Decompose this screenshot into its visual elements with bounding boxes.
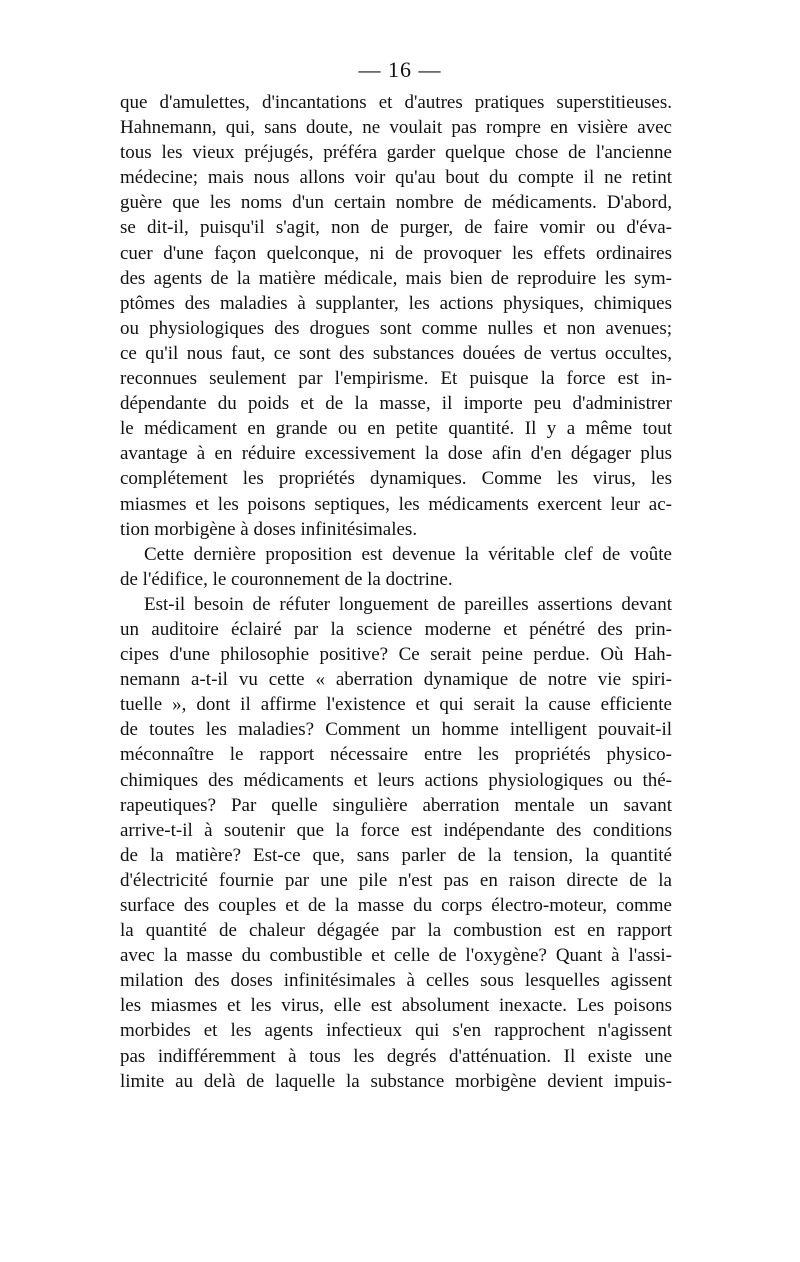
- page-number: — 16 —: [358, 57, 442, 82]
- text-line: de la matière? Est-ce que, sans parler de la tension, la quantité: [120, 844, 672, 866]
- text-line: ou physiologiques des drogues sont comme nulles et non avenues;: [120, 317, 672, 339]
- text-line: tion morbigène à doses infinitésimales.: [120, 518, 418, 540]
- text-line: tous les vieux préjugés, préféra garder quelque chose de l'ancienne: [120, 142, 672, 164]
- text-line: que d'amulettes, d'incantations et d'autres pratiques superstitieuses.: [120, 92, 672, 113]
- text-line: reconnues seulement par l'empirisme. Et puisque la force est in-: [120, 368, 672, 390]
- text-line: chimiques des médicaments et leurs actions physiologiques ou thé-: [120, 769, 672, 791]
- text-line: se dit-il, puisqu'il s'agit, non de purger, de faire vomir ou d'éva-: [120, 217, 672, 239]
- text-line: médecine; mais nous allons voir qu'au bout du compte il ne retint: [120, 167, 672, 189]
- text-line: les miasmes et les virus, elle est absolument inexacte. Les poisons: [120, 995, 672, 1017]
- text-line: Hahnemann, qui, sans doute, ne voulait pas rompre en visière avec: [120, 117, 672, 139]
- text-line: le médicament en grande ou en petite quantité. Il y a même tout: [120, 418, 672, 440]
- text-line: ptômes des maladies à supplanter, les actions physiques, chimiques: [120, 292, 672, 314]
- text-line: un auditoire éclairé par la science moderne et pénétré des prin-: [120, 618, 672, 640]
- text-line: de toutes les maladies? Comment un homme intelligent pouvait-il: [120, 719, 672, 741]
- text-line: ce qu'il nous faut, ce sont des substances douées de vertus occultes,: [120, 342, 672, 364]
- text-line: d'électricité fournie par une pile n'est pas en raison directe de la: [120, 869, 672, 891]
- text-line: morbides et les agents infectieux qui s'en rapprochent n'agissent: [120, 1020, 672, 1042]
- text-line: dépendante du poids et de la masse, il importe peu d'administrer: [120, 393, 672, 415]
- text-line: pas indifféremment à tous les degrés d'atténuation. Il existe une: [120, 1045, 672, 1067]
- text-line: miasmes et les poisons septiques, les médicaments exercent leur ac-: [120, 493, 672, 515]
- text-line: rapeutiques? Par quelle singulière aberration mentale un savant: [120, 794, 672, 816]
- text-line: guère que les noms d'un certain nombre de médicaments. D'abord,: [120, 192, 672, 214]
- text-line: complétement les propriétés dynamiques. Comme les virus, les: [120, 468, 672, 490]
- text-line: nemann a-t-il vu cette « aberration dynamique de notre vie spiri-: [120, 669, 672, 691]
- text-line: milation des doses infinitésimales à celles sous lesquelles agissent: [120, 970, 672, 992]
- text-line: Cette dernière proposition est devenue la véritable clef de voûte: [144, 543, 672, 565]
- text-line: de l'édifice, le couronnement de la doctrine.: [120, 568, 453, 590]
- text-line: arrive-t-il à soutenir que la force est indépendante des conditions: [120, 819, 672, 841]
- text-line: Est-il besoin de réfuter longuement de pareilles assertions devant: [144, 593, 672, 615]
- text-line: tuelle », dont il affirme l'existence et qui serait la cause efficiente: [120, 694, 672, 716]
- text-line: limite au delà de laquelle la substance morbigène devient impuis-: [120, 1070, 672, 1092]
- text-line: cuer d'une façon quelconque, ni de provoquer les effets ordinaires: [120, 242, 672, 264]
- text-line: avantage à en réduire excessivement la dose afin d'en dégager plus: [120, 443, 672, 465]
- body-text: [120, 90, 672, 1094]
- text-line: cipes d'une philosophie positive? Ce serait peine perdue. Où Hah-: [120, 644, 672, 666]
- text-line: des agents de la matière médicale, mais bien de reproduire les sym-: [120, 267, 672, 289]
- text-line: surface des couples et de la masse du corps électro-moteur, comme: [120, 895, 672, 916]
- text-line: avec la masse du combustible et celle de l'oxygène? Quant à l'assi-: [120, 945, 672, 967]
- text-line: la quantité de chaleur dégagée par la combustion est en rapport: [120, 920, 672, 942]
- text-line: méconnaître le rapport nécessaire entre les propriétés physico-: [120, 744, 672, 766]
